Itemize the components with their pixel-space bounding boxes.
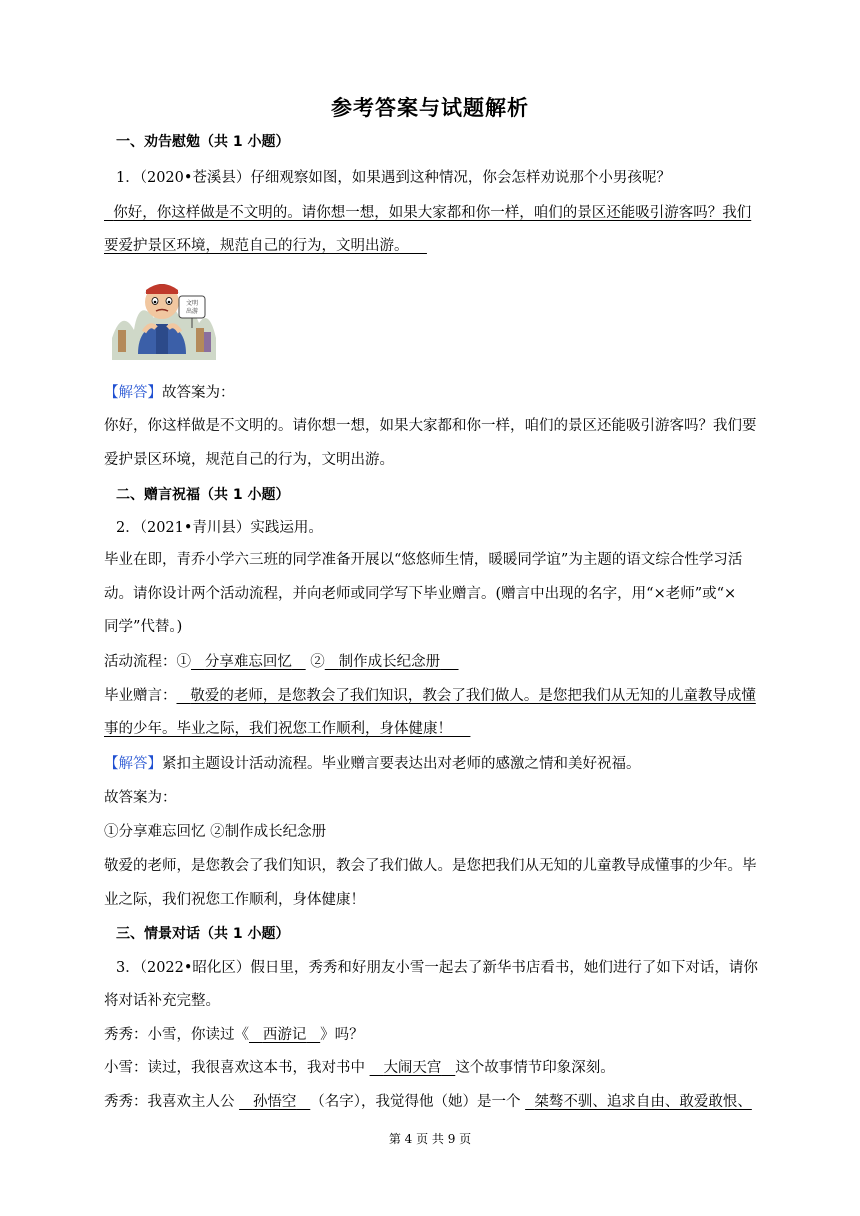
graduation-message-line-1: 毕业赠言： 敬爱的老师，是您教会了我们知识，教会了我们做人。是您把我们从无知的儿童教导成懂 <box>104 688 756 704</box>
answer-1-line-1: 你好，你这样做是不文明的。请你想一想，如果大家都和你一样，咱们的景区还能吸引游客吗？我们 <box>113 205 752 221</box>
svg-text:出游: 出游 <box>185 308 199 315</box>
section-heading-1: 一、劝告慰勉（共 1 小题） <box>116 134 290 150</box>
solution-2-flow: ①分享难忘回忆 ②制作成长纪念册 <box>104 824 327 840</box>
solution-2-label: 【解答】紧扣主题设计活动流程。毕业赠言要表达出对老师的感激之情和美好祝福。 <box>104 756 641 772</box>
question-2-line-3: 同学”代替。) <box>104 619 183 635</box>
question-2: 2．（2021•青川县）实践运用。 <box>116 520 323 536</box>
graduation-message-line-2: 事的少年。毕业之际，我们祝您工作顺利，身体健康！ <box>104 721 452 737</box>
solution-2-line-2: 业之际，我们祝您工作顺利，身体健康！ <box>104 892 365 908</box>
page-title: 参考答案与试题解析 <box>331 96 529 120</box>
question-3-line-1: 3．（2022•昭化区）假日里，秀秀和好朋友小雪一起去了新华书店看书，她们进行了如下对话，请你 <box>116 960 758 976</box>
activity-flow-line: 活动流程：① 分享难忘回忆 ② 制作成长纪念册 <box>104 654 441 670</box>
solution-2-line-1: 敬爱的老师，是您教会了我们知识，教会了我们做人。是您把我们从无知的儿童教导成懂事的少年。毕 <box>104 858 757 874</box>
section-heading-3: 三、情景对话（共 1 小题） <box>116 926 290 942</box>
answer-1-line-2: 要爱护景区环境，规范自己的行为，文明出游。 <box>104 238 409 254</box>
dialogue-line-2: 小雪：读过，我很喜欢这本书，我对书中 大闹天宫 这个故事情节印象深刻。 <box>104 1060 615 1076</box>
dialogue-line-1: 秀秀：小雪，你读过《 西游记 》吗？ <box>104 1027 364 1043</box>
cartoon-boy-illustration <box>104 268 222 364</box>
svg-text:文明: 文明 <box>185 300 199 307</box>
solution-1-line-2: 爱护景区环境，规范自己的行为，文明出游。 <box>104 452 394 468</box>
solution-1-line-1: 你好，你这样做是不文明的。请你想一想，如果大家都和你一样，咱们的景区还能吸引游客吗？我们要 <box>104 418 757 434</box>
page-footer: 第 4 页 共 9 页 <box>388 1132 472 1146</box>
dialogue-line-3: 秀秀：我喜欢主人公 孙悟空 （名字），我觉得他（她）是一个 桀骜不驯、追求自由、敢爱敢恨、 <box>104 1094 752 1110</box>
question-2-line-1: 毕业在即，青乔小学六三班的同学准备开展以“悠悠师生情，暖暖同学谊”为主题的语文综合性学习活 <box>104 552 743 568</box>
section-heading-2: 二、赠言祝福（共 1 小题） <box>116 487 290 503</box>
solution-1-label: 【解答】故答案为： <box>104 385 235 401</box>
question-2-line-2: 动。请你设计两个活动流程，并向老师或同学写下毕业赠言。(赠言中出现的名字，用“×老师”或“× <box>104 586 737 602</box>
solution-2-answer-label: 故答案为： <box>104 790 177 806</box>
question-1: 1．（2020•苍溪县）仔细观察如图，如果遇到这种情况，你会怎样劝说那个小男孩呢？ <box>116 170 671 186</box>
question-3-line-2: 将对话补充完整。 <box>104 993 220 1009</box>
